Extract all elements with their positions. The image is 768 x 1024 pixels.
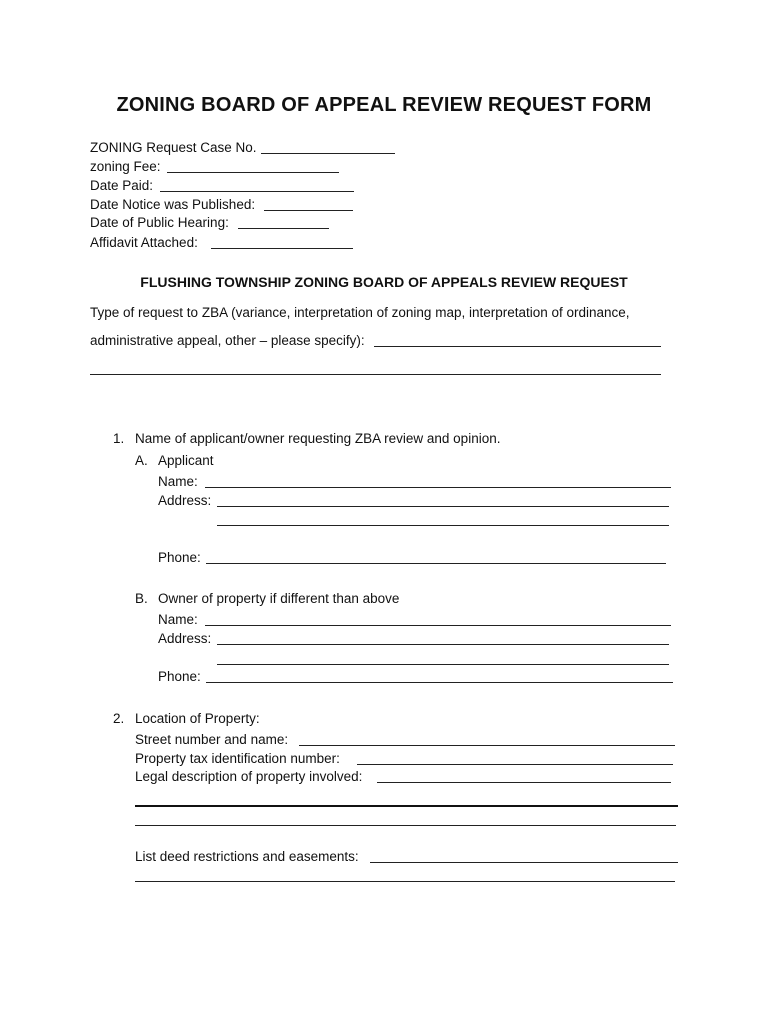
affidavit-label: Affidavit Attached: (90, 235, 198, 250)
owner-phone-field[interactable] (206, 682, 673, 683)
owner-address-field-line2[interactable] (217, 664, 669, 665)
street-label: Street number and name: (135, 732, 289, 747)
request-type-line2: administrative appeal, other – please specify): (90, 333, 365, 348)
form-title: ZONING BOARD OF APPEAL REVIEW REQUEST FORM (116, 94, 652, 116)
request-type-line1: Type of request to ZBA (variance, interpretation of zoning map, interpretation of ordinance, (90, 305, 630, 320)
deed-restrictions-field-line2[interactable] (135, 881, 675, 882)
item1a-heading: Applicant (158, 453, 214, 468)
owner-phone-label: Phone: (158, 669, 201, 684)
affidavit-field[interactable] (211, 248, 353, 249)
date-notice-field[interactable] (264, 210, 353, 211)
applicant-address-label: Address: (158, 493, 212, 508)
legal-description-field-line2[interactable] (135, 805, 678, 807)
tax-id-field[interactable] (357, 764, 673, 765)
request-type-field[interactable] (374, 346, 661, 347)
date-notice-label: Date Notice was Published: (90, 197, 256, 212)
case-no-field[interactable] (261, 153, 395, 154)
owner-address-field[interactable] (217, 644, 669, 645)
section-title: FLUSHING TOWNSHIP ZONING BOARD OF APPEALS REVIEW REQUEST (140, 274, 628, 290)
owner-address-label: Address: (158, 631, 212, 646)
fee-label: zoning Fee: (90, 159, 161, 174)
legal-description-field-line3[interactable] (135, 825, 676, 826)
item1a-letter: A. (135, 453, 148, 468)
applicant-name-label: Name: (158, 474, 198, 489)
applicant-phone-field[interactable] (206, 563, 666, 564)
applicant-name-field[interactable] (205, 487, 671, 488)
date-hearing-field[interactable] (238, 228, 329, 229)
street-field[interactable] (299, 745, 675, 746)
request-type-field-continued[interactable] (90, 374, 661, 375)
item1b-heading: Owner of property if different than above (158, 591, 400, 606)
tax-id-label: Property tax identification number: (135, 751, 340, 766)
legal-description-label: Legal description of property involved: (135, 769, 363, 784)
applicant-address-field-line2[interactable] (217, 525, 669, 526)
item2-text: Location of Property: (135, 711, 260, 726)
date-paid-label: Date Paid: (90, 178, 154, 193)
owner-name-label: Name: (158, 612, 198, 627)
applicant-phone-label: Phone: (158, 550, 201, 565)
item1-number: 1. (113, 431, 125, 446)
item1-text: Name of applicant/owner requesting ZBA review and opinion. (135, 431, 501, 446)
item1b-letter: B. (135, 591, 148, 606)
deed-restrictions-label: List deed restrictions and easements: (135, 849, 359, 864)
owner-name-field[interactable] (205, 625, 671, 626)
applicant-address-field[interactable] (217, 506, 669, 507)
date-paid-field[interactable] (160, 191, 354, 192)
item2-number: 2. (113, 711, 125, 726)
case-no-label: ZONING Request Case No. (90, 140, 257, 155)
date-hearing-label: Date of Public Hearing: (90, 215, 229, 230)
deed-restrictions-field[interactable] (370, 862, 678, 863)
fee-field[interactable] (167, 172, 339, 173)
legal-description-field[interactable] (377, 782, 671, 783)
